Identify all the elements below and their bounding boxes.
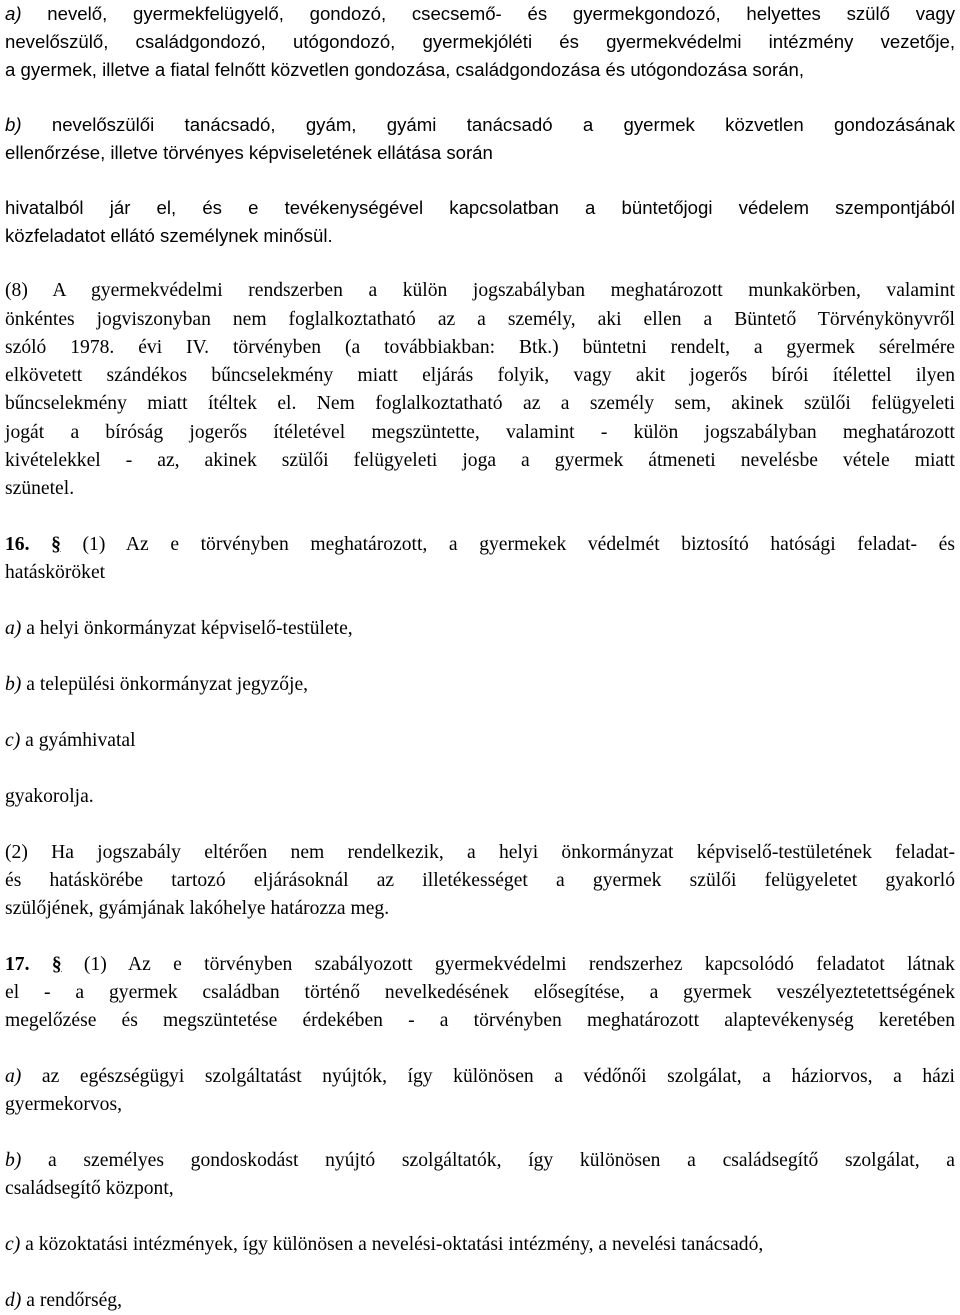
sec17-item-a-line1 bbox=[5, 1063, 955, 1091]
block3-line1: hivatalból jár el, és e tevékenységével kapcsolatban a büntetőjogi védelem szempontjából bbox=[5, 197, 955, 218]
block2-line1 bbox=[5, 111, 955, 139]
para8-line6: jogát a bíróság jogerős ítéletével megszüntette, valamint - külön jogszabályban meghatározott bbox=[5, 422, 955, 443]
sec17-item-d bbox=[5, 1287, 955, 1315]
item-marker-c: c) bbox=[5, 1234, 21, 1255]
block2-line1-text: nevelőszülői tanácsadó, gyám, gyámi tanácsadó a gyermek közvetlen gondozásának bbox=[21, 114, 955, 135]
item-marker-b: b) bbox=[5, 114, 22, 135]
para8-line2: önkéntes jogviszonyban nem foglalkoztatható az a személy, aki ellen a Büntető Törvénykönyvről bbox=[5, 309, 955, 330]
item-marker-a: a) bbox=[5, 1066, 22, 1087]
sec16-line2: hatásköröket bbox=[5, 562, 106, 583]
sec17-item-c-text: a közoktatási intézmények, így különösen a nevelési-oktatási intézmény, a nevelési tanácsadó, bbox=[20, 1234, 764, 1255]
sec17-item-c bbox=[5, 1231, 955, 1259]
sec16-closing: gyakorolja. bbox=[5, 786, 94, 807]
para8-line8: szünetel. bbox=[5, 478, 75, 499]
sec16-item-b bbox=[5, 671, 955, 699]
sec16-p2-line3: szülőjének, gyámjának lakóhelye határozza meg. bbox=[5, 898, 390, 919]
para8-line7: kivételekkel - az, akinek szülői felügyeleti joga a gyermek átmeneti nevelésbe vétele miatt bbox=[5, 450, 955, 471]
block1-line1 bbox=[5, 0, 955, 28]
item-marker-b: b) bbox=[5, 674, 22, 695]
item-marker-d: d) bbox=[5, 1290, 22, 1311]
block1-line2: nevelőszülő, családgondozó, utógondozó, gyermekjóléti és gyermekvédelmi intézmény vezetője, bbox=[5, 31, 955, 52]
section-symbol: § bbox=[51, 534, 61, 555]
para8-line3: szóló 1978. évi IV. törvényben (a továbbiakban: Btk.) büntetni rendelt, a gyermek sérelmére bbox=[5, 337, 955, 358]
sec16-item-c-text: a gyámhivatal bbox=[20, 730, 136, 751]
para8-line4: elkövetett szándékos bűncselekmény miatt eljárás folyik, vagy akit jogerős bírói ítélettel ilyen bbox=[5, 365, 955, 386]
sec16-heading-line bbox=[5, 531, 955, 559]
item-marker-b: b) bbox=[5, 1150, 22, 1171]
sec16-item-a-text: a helyi önkormányzat képviselő-testülete, bbox=[21, 618, 353, 639]
item-marker-a: a) bbox=[5, 618, 22, 639]
sec16-item-c bbox=[5, 727, 955, 755]
sec17-item-b-text: a személyes gondoskodást nyújtó szolgáltatók, így különösen a családsegítő szolgálat, a bbox=[21, 1150, 955, 1171]
sec17-line1-text: (1) Az e törvényben szabályozott gyermekvédelmi rendszerhez kapcsolódó feladatot látnak bbox=[61, 954, 955, 975]
sec17-item-d-text: a rendőrség, bbox=[21, 1290, 122, 1311]
sec17-heading-line bbox=[5, 951, 955, 979]
sec16-item-b-text: a települési önkormányzat jegyzője, bbox=[21, 674, 309, 695]
block3-line2: közfeladatot ellátó személynek minősül. bbox=[5, 225, 333, 246]
sec16-number: 16. bbox=[5, 534, 30, 555]
block2-line2: ellenőrzése, illetve törvényes képviseletének ellátása során bbox=[5, 142, 493, 163]
sec17-line3: megelőzése és megszüntetése érdekében - a törvényben meghatározott alaptevékenység keretében bbox=[5, 1010, 955, 1031]
sec16-line1-text: (1) Az e törvényben meghatározott, a gyermekek védelmét biztosító hatósági feladat- és bbox=[60, 534, 955, 555]
para8-line1: (8) A gyermekvédelmi rendszerben a külön jogszabályban meghatározott munkakörben, valamint bbox=[5, 280, 955, 301]
item-marker-c: c) bbox=[5, 730, 21, 751]
sec17-item-a-line2: gyermekorvos, bbox=[5, 1094, 122, 1115]
para8-line5: bűncselekmény miatt ítéltek el. Nem foglalkoztatható az a személy sem, akinek szülői felügyeleti bbox=[5, 393, 955, 414]
sec17-number: 17. bbox=[5, 954, 30, 975]
sec16-p2-line1: (2) Ha jogszabály eltérően nem rendelkezik, a helyi önkormányzat képviselő-testületének feladat- bbox=[5, 842, 955, 863]
sec17-item-a-text: az egészségügyi szolgáltatást nyújtók, így különösen a védőnői szolgálat, a háziorvos, a házi bbox=[21, 1066, 955, 1087]
sec17-line2: el - a gyermek családban történő nevelkedésének elősegítése, a gyermek veszélyeztetettségének bbox=[5, 982, 955, 1003]
block1-line3: a gyermek, illetve a fiatal felnőtt közvetlen gondozása, családgondozása és utógondozása során, bbox=[5, 59, 805, 80]
item-marker-a: a) bbox=[5, 3, 22, 24]
sec17-item-b-line2: családsegítő központ, bbox=[5, 1178, 174, 1199]
sec16-item-a bbox=[5, 615, 955, 643]
sec17-item-b-line1 bbox=[5, 1147, 955, 1175]
block1-line1-text: nevelő, gyermekfelügyelő, gondozó, csecsemő- és gyermekgondozó, helyettes szülő vagy bbox=[21, 3, 955, 24]
sec16-p2-line2: és hatáskörébe tartozó eljárásoknál az illetékességet a gyermek szülői felügyeletet gyakorló bbox=[5, 870, 955, 891]
section-symbol: § bbox=[51, 954, 62, 975]
